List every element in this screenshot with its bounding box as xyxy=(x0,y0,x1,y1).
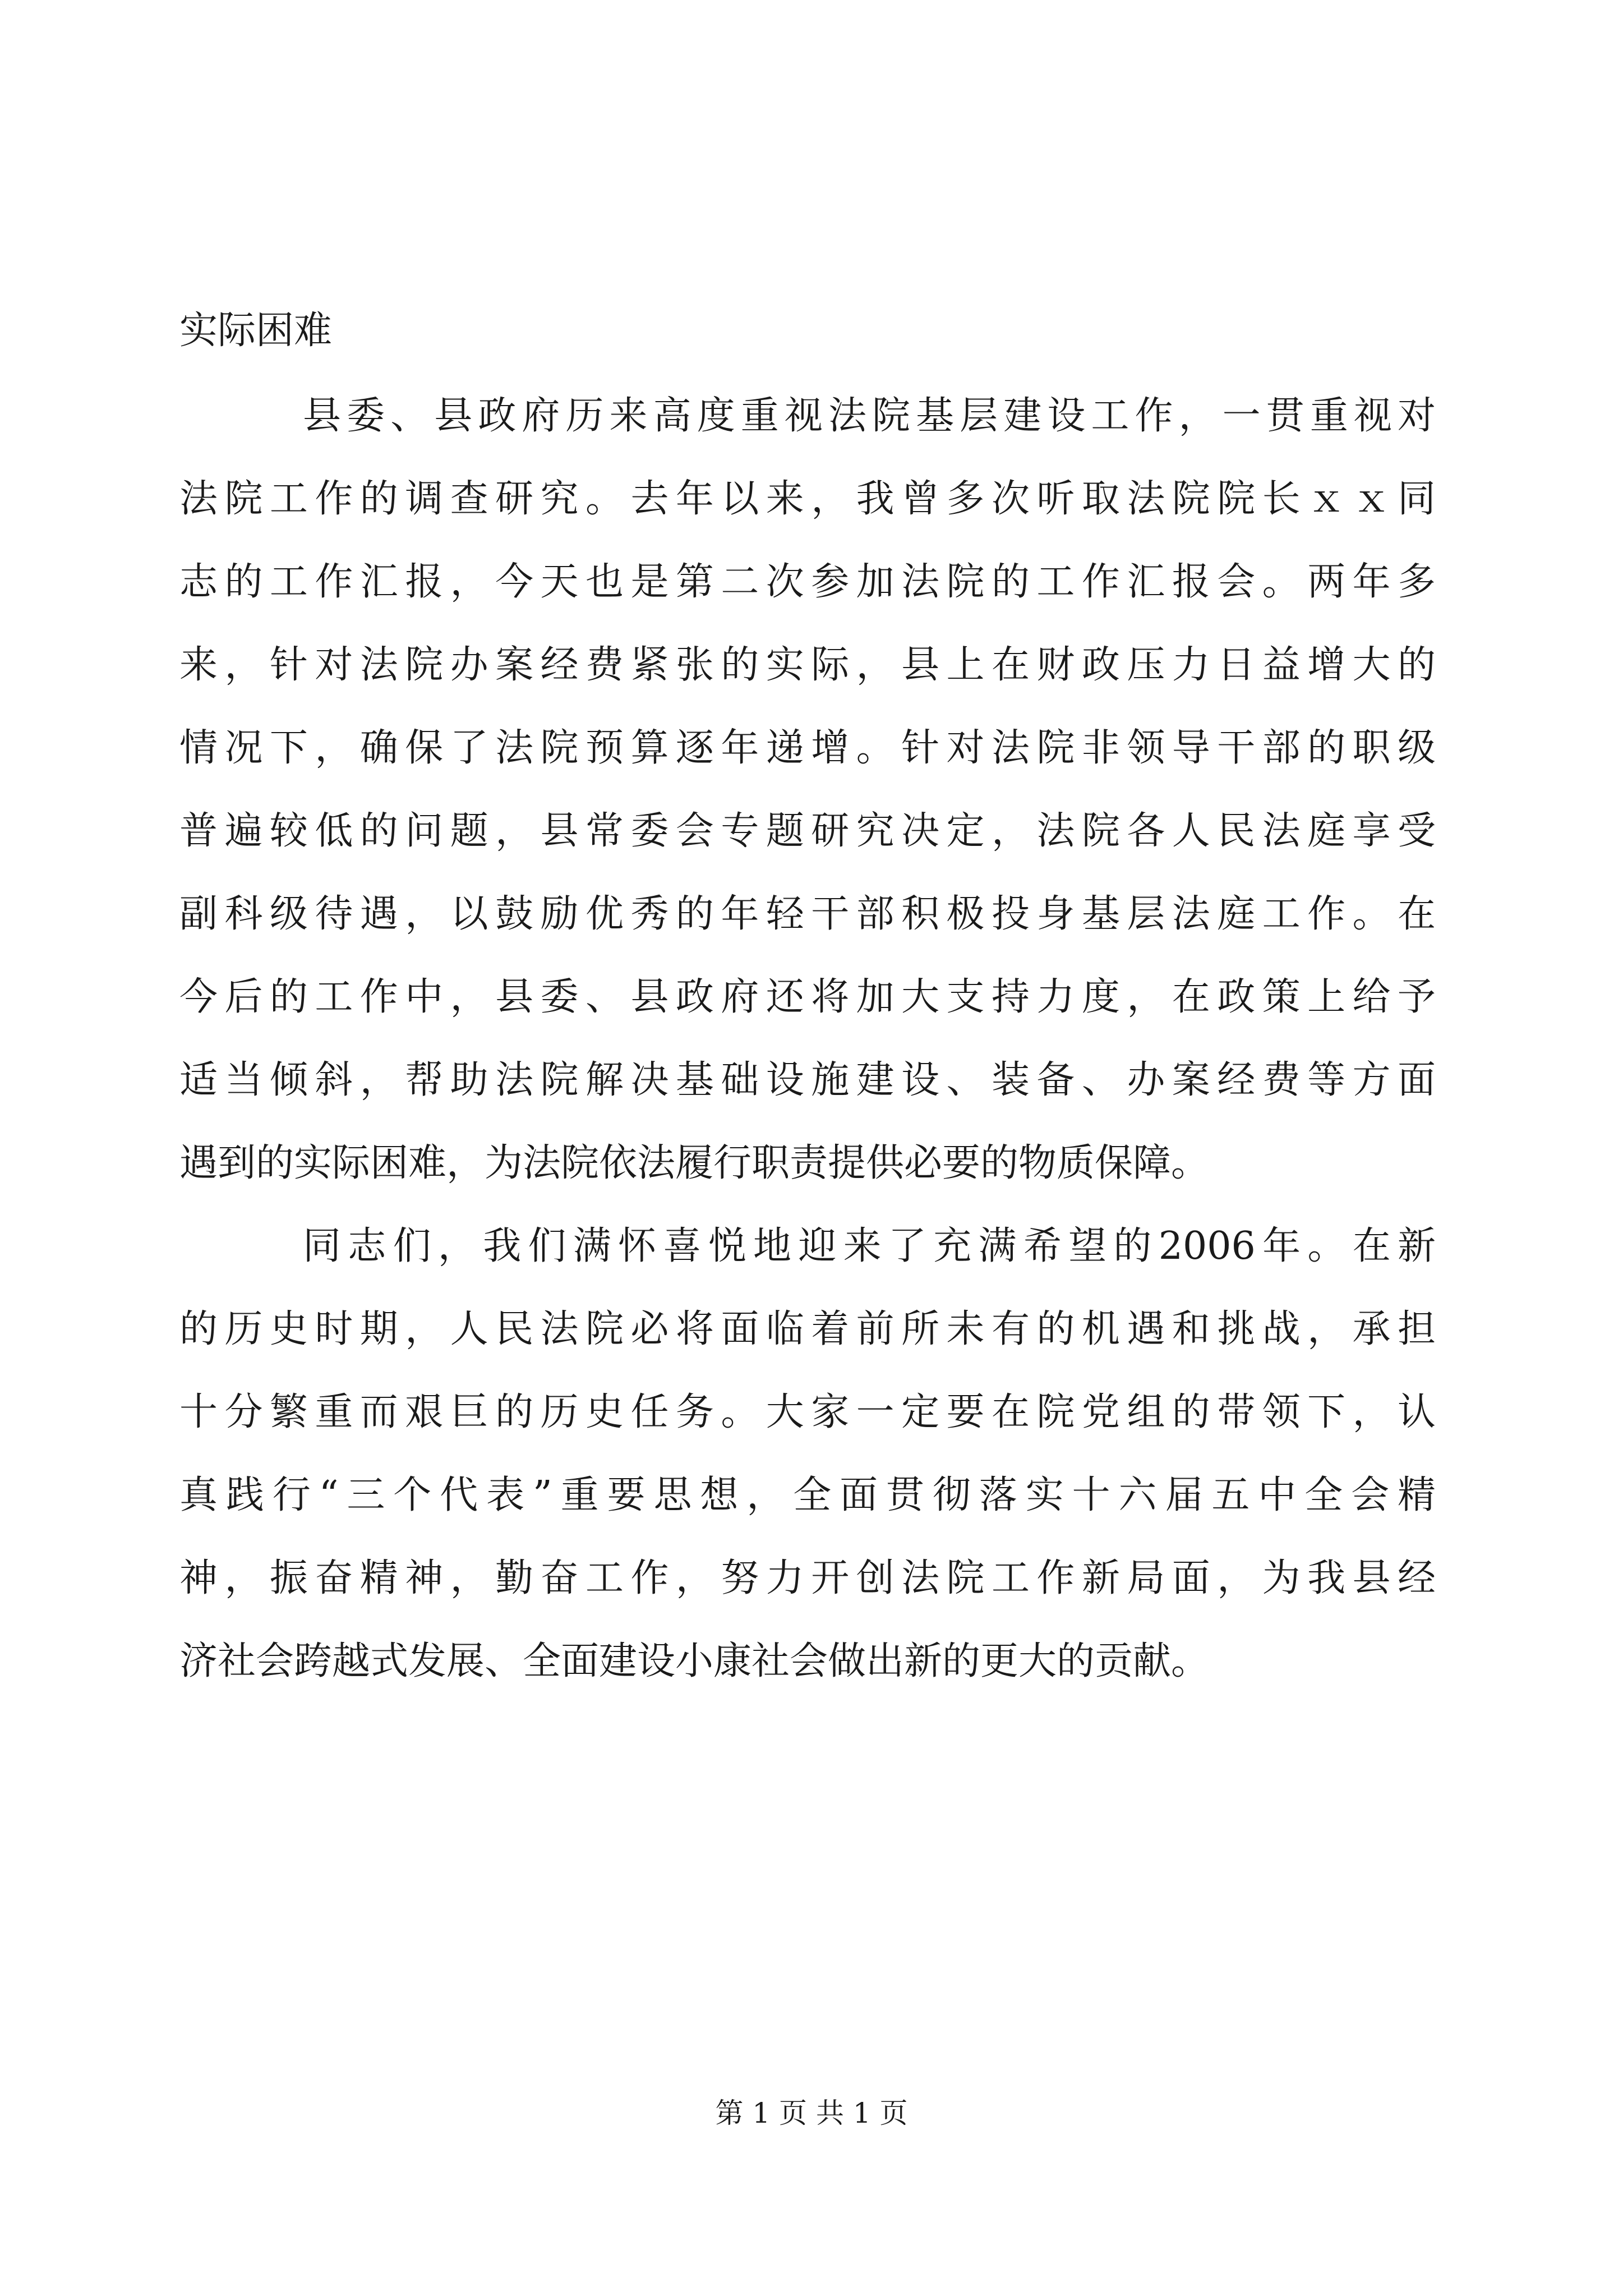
paragraph-1-line-6: 普遍较低的问题，县常委会专题研究决定，法院各人民法庭享受 xyxy=(179,809,1436,853)
page-number-footer: 第 1 页 共 1 页 xyxy=(715,2097,908,2129)
paragraph-1-line-3: 志的工作汇报，今天也是第二次参加法院的工作汇报会。两年多 xyxy=(179,560,1436,604)
paragraph-2-line-4: 真践行“三个代表”重要思想，全面贯彻落实十六届五中全会精 xyxy=(179,1473,1436,1517)
paragraph-2-line-2: 的历史时期，人民法院必将面临着前所未有的机遇和挑战，承担 xyxy=(179,1307,1436,1351)
paragraph-2-line-1: 同志们，我们满怀喜悦地迎来了充满希望的2006年。在新 xyxy=(303,1224,1436,1268)
paragraph-1-line-2: 法院工作的调查研究。去年以来，我曾多次听取法院院长ｘｘ同 xyxy=(179,477,1436,521)
paragraph-1-line-4: 来，针对法院办案经费紧张的实际，县上在财政压力日益增大的 xyxy=(179,643,1436,687)
paragraph-2-line-5: 神，振奋精神，勤奋工作，努力开创法院工作新局面，为我县经 xyxy=(179,1556,1436,1600)
paragraph-1-line-9: 适当倾斜，帮助法院解决基础设施建设、装备、办案经费等方面 xyxy=(179,1058,1436,1102)
heading-fragment: 实际困难 xyxy=(179,309,333,353)
paragraph-1-line-1: 县委、县政府历来高度重视法院基层建设工作，一贯重视对 xyxy=(303,394,1436,438)
paragraph-1-line-8: 今后的工作中，县委、县政府还将加大支持力度，在政策上给予 xyxy=(179,975,1436,1019)
paragraph-1-line-10: 遇到的实际困难，为法院依法履行职责提供必要的物质保障。 xyxy=(179,1141,1210,1185)
paragraph-1-line-7: 副科级待遇，以鼓励优秀的年轻干部积极投身基层法庭工作。在 xyxy=(179,892,1436,936)
paragraph-2-line-6: 济社会跨越式发展、全面建设小康社会做出新的更大的贡献。 xyxy=(179,1639,1210,1683)
paragraph-2-line-3: 十分繁重而艰巨的历史任务。大家一定要在院党组的带领下，认 xyxy=(179,1390,1436,1434)
paragraph-1-line-5: 情况下，确保了法院预算逐年递增。针对法院非领导干部的职级 xyxy=(179,726,1436,770)
